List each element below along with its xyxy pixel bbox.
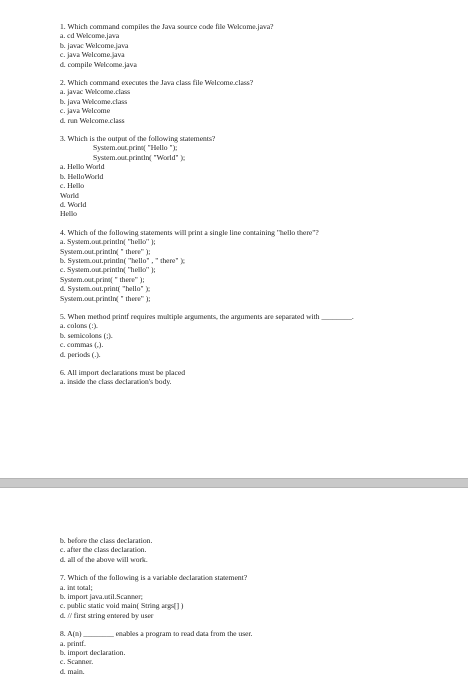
question-text: 5. When method printf requires multiple arguments, the arguments are separated with ________. [60, 311, 354, 321]
question-text: 6. All import declarations must be placed [60, 368, 186, 377]
answer-option: d. World [60, 199, 87, 209]
answer-option: b. import java.util.Scanner; [60, 592, 143, 602]
answer-option: b. System.out.println( "hello" , " there" ); [60, 255, 186, 265]
answer-option: c. Scanner. [60, 657, 94, 667]
answer-option: System.out.println( " there" ); [60, 293, 151, 303]
answer-option: a. inside the class declaration's body. [60, 377, 172, 387]
answer-option: d. run Welcome.class [60, 115, 125, 125]
question-1 [60, 22, 448, 69]
question-8 [60, 629, 448, 676]
answer-option: World [60, 190, 79, 200]
question-6-continued [60, 536, 448, 564]
answer-option: d. main. [60, 666, 85, 676]
question-text: 3. Which is the output of the following statements? [60, 134, 216, 144]
answer-option: a. System.out.println( "hello" ); [60, 237, 156, 247]
answer-option: a. printf. [60, 638, 86, 648]
answer-option: b. HelloWorld [60, 171, 104, 181]
question-4 [60, 228, 448, 303]
answer-option: c. after the class declaration. [60, 545, 147, 555]
answer-option: c. public static void main( String args[] ) [60, 601, 184, 611]
question-text: 8. A(n) ________ enables a program to read data from the user. [60, 629, 253, 639]
answer-option: c. java Welcome [60, 106, 111, 116]
answer-option: b. javac Welcome.java [60, 40, 129, 50]
answer-option: a. javac Welcome.class [60, 87, 131, 97]
code-line: System.out.println( "World" ); [93, 152, 186, 162]
answer-option: d. periods (.). [60, 349, 101, 359]
answer-option: a. cd Welcome.java [60, 31, 120, 41]
question-text: 2. Which command executes the Java class file Welcome.class? [60, 78, 254, 88]
answer-option: System.out.print( " there" ); [60, 274, 145, 284]
answer-option: d. compile Welcome.java [60, 59, 137, 69]
answer-option: b. semicolons (;). [60, 330, 113, 340]
answer-option: Hello [60, 209, 77, 219]
page-separator [0, 478, 468, 488]
answer-option: System.out.println( " there" ); [60, 246, 151, 256]
answer-option: c. java Welcome.java [60, 50, 125, 60]
question-2 [60, 78, 448, 125]
answer-option: a. colons (:). [60, 321, 98, 331]
answer-option: b. java Welcome.class [60, 96, 128, 106]
answer-option: c. commas (,). [60, 340, 104, 350]
answer-option: a. Hello World [60, 162, 105, 172]
answer-option: b. import declaration. [60, 648, 126, 658]
code-line: System.out.print( "Hello "); [93, 143, 178, 153]
answer-option: d. all of the above will work. [60, 554, 148, 564]
questions-top [60, 22, 448, 396]
question-text: 4. Which of the following statements will print a single line containing "hello there"? [60, 227, 319, 237]
question-text: 7. Which of the following is a variable declaration statement? [60, 573, 248, 583]
answer-option: d. System.out.print( "hello" ); [60, 284, 151, 294]
document-page-bottom [0, 488, 468, 700]
answer-option: a. int total; [60, 582, 93, 592]
question-text: 1. Which command compiles the Java source code file Welcome.java? [60, 22, 274, 31]
answer-option: c. Hello [60, 181, 85, 191]
questions-bottom [60, 536, 448, 685]
answer-option: d. // first string entered by user [60, 610, 154, 620]
answer-option: c. System.out.println( "hello" ); [60, 265, 156, 275]
question-3 [60, 134, 448, 219]
answer-option: b. before the class declaration. [60, 536, 153, 545]
question-5 [60, 312, 448, 359]
question-7 [60, 573, 448, 620]
question-6 [60, 368, 448, 387]
